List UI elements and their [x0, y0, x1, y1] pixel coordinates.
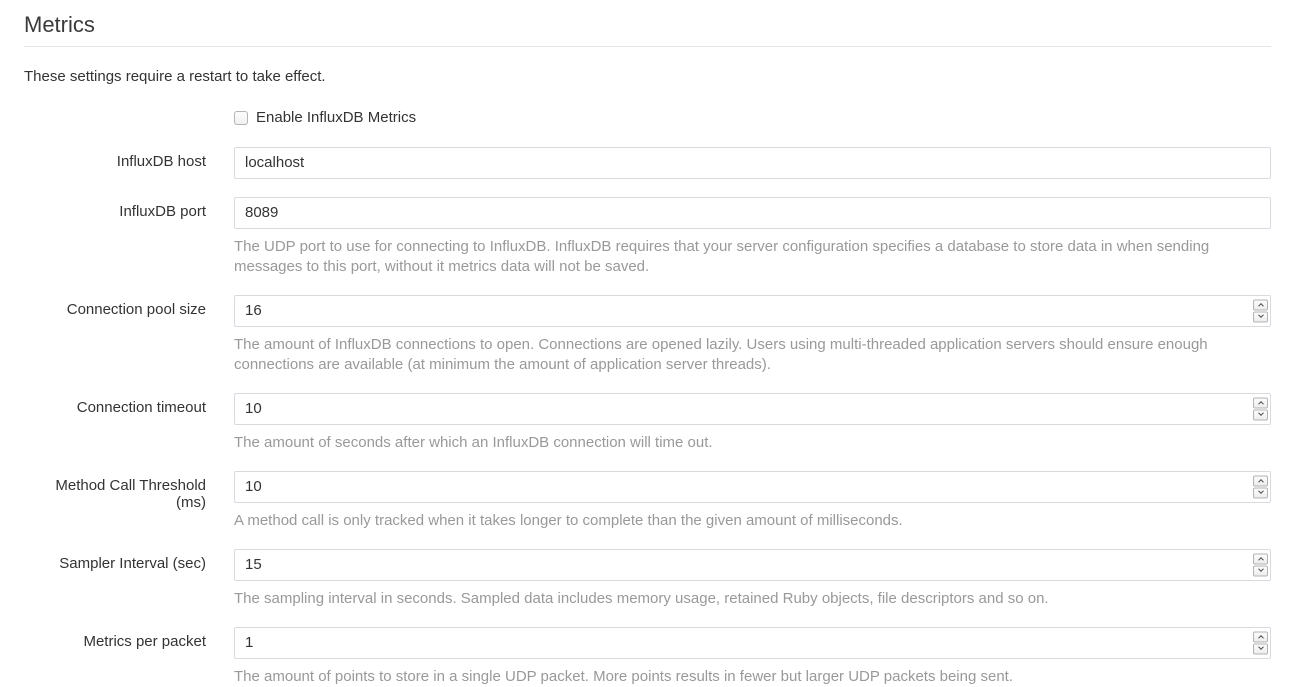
chevron-down-icon [1258, 411, 1264, 417]
chevron-up-icon [1258, 557, 1264, 563]
chevron-down-icon [1258, 567, 1264, 573]
sampler-interval-input[interactable] [234, 549, 1271, 581]
chevron-up-icon [1258, 401, 1264, 407]
metrics-per-packet-help: The amount of points to store in a single UDP packet. More points results in fewer but larger UDP packets being sent. [234, 667, 1014, 685]
connection-pool-size-input[interactable] [234, 295, 1271, 327]
spinner-down-button[interactable] [1253, 643, 1268, 654]
number-spinner [1253, 397, 1268, 420]
method-call-threshold-input[interactable] [234, 471, 1271, 503]
connection-pool-size-help: The amount of InfluxDB connections to open. Connections are opened lazily. Users using multi-threaded application servers should ensure enough connections are available (at minimum the amount of application server threads). [234, 335, 1208, 373]
metrics-per-packet-label: Metrics per packet [83, 632, 206, 650]
spinner-up-button[interactable] [1253, 475, 1268, 486]
sampler-interval-help: The sampling interval in seconds. Sampled data includes memory usage, retained Ruby objects, file descriptors and so on. [234, 589, 1049, 607]
spinner-down-button[interactable] [1253, 487, 1268, 498]
connection-pool-size-label: Connection pool size [66, 300, 206, 318]
connection-timeout-input[interactable] [234, 393, 1271, 425]
enable-influxdb-row [24, 109, 1271, 129]
spinner-down-button[interactable] [1253, 409, 1268, 420]
chevron-up-icon [1258, 303, 1264, 309]
sampler-interval-label: Sampler Interval (sec) [59, 554, 206, 572]
spinner-up-button[interactable] [1253, 299, 1268, 310]
number-spinner [1253, 553, 1268, 576]
spinner-up-button[interactable] [1253, 553, 1268, 564]
enable-influxdb-checkbox[interactable] [234, 111, 248, 125]
metrics-per-packet-input[interactable] [234, 627, 1271, 659]
chevron-down-icon [1258, 645, 1264, 651]
spinner-up-button[interactable] [1253, 631, 1268, 642]
form-row-influxdb-port [24, 197, 1271, 277]
restart-note: These settings require a restart to take effect. [24, 68, 326, 86]
influxdb-host-input[interactable] [234, 147, 1271, 179]
method-call-threshold-label: Method Call Threshold (ms) [55, 476, 206, 511]
connection-timeout-label: Connection timeout [76, 398, 206, 416]
chevron-up-icon [1258, 635, 1264, 641]
form-row-connection-timeout [24, 393, 1271, 453]
spinner-down-button[interactable] [1253, 311, 1268, 322]
chevron-down-icon [1258, 489, 1264, 495]
form-row-method-call-threshold [24, 471, 1271, 531]
form-row-influxdb-host [24, 147, 1271, 179]
enable-influxdb-label[interactable] [234, 109, 416, 126]
spinner-up-button[interactable] [1253, 397, 1268, 408]
number-spinner [1253, 631, 1268, 654]
form-row-sampler-interval [24, 549, 1271, 609]
chevron-down-icon [1258, 313, 1264, 319]
form-row-connection-pool-size [24, 295, 1271, 375]
enable-influxdb-text: Enable InfluxDB Metrics [256, 109, 417, 127]
influxdb-host-label: InfluxDB host [116, 152, 206, 170]
form-row-metrics-per-packet [24, 627, 1271, 687]
method-call-threshold-help: A method call is only tracked when it takes longer to complete than the given amount of milliseconds. [234, 511, 903, 529]
number-spinner [1253, 475, 1268, 498]
influxdb-port-label: InfluxDB port [119, 202, 206, 220]
metrics-form [24, 109, 1271, 687]
page-title: Metrics [24, 10, 1271, 47]
spinner-down-button[interactable] [1253, 565, 1268, 576]
number-spinner [1253, 299, 1268, 322]
connection-timeout-help: The amount of seconds after which an InfluxDB connection will time out. [234, 433, 713, 451]
influxdb-port-help: The UDP port to use for connecting to InfluxDB. InfluxDB requires that your server configuration specifies a database to store data in when sending messages to this port, without it metrics data will not be saved. [234, 237, 1210, 275]
influxdb-port-input[interactable] [234, 197, 1271, 229]
chevron-up-icon [1258, 479, 1264, 485]
